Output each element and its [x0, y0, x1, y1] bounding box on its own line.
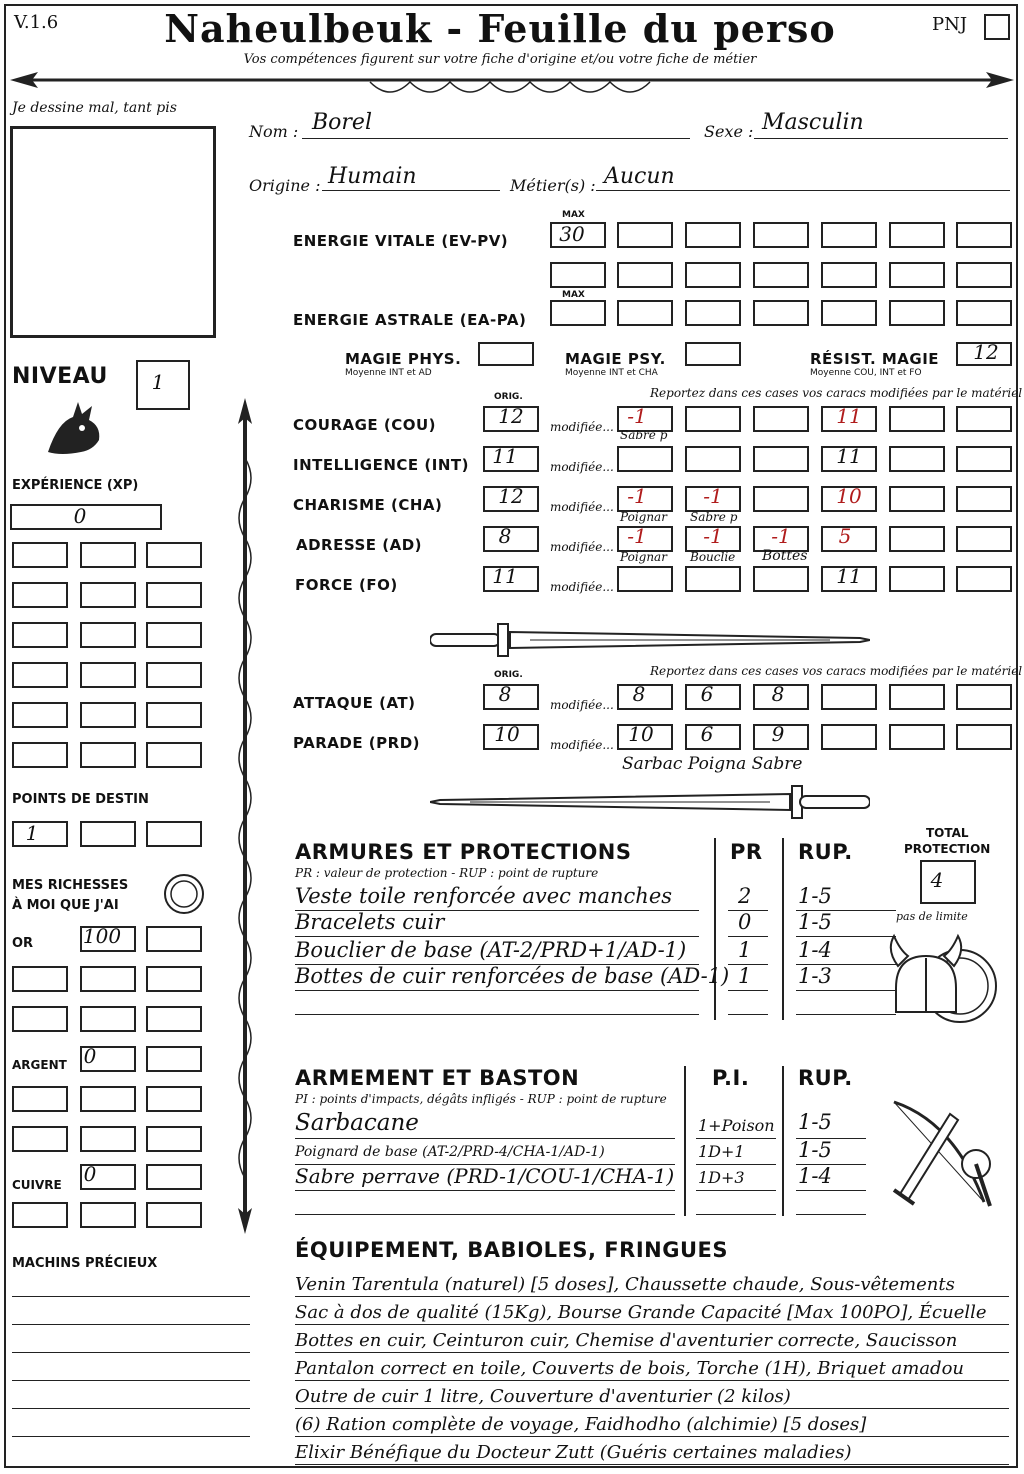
argent-box[interactable]: [146, 1126, 202, 1152]
arme-line: [295, 1190, 675, 1191]
argent-value: 0: [83, 1044, 97, 1068]
or-box[interactable]: [146, 1006, 202, 1032]
stat-mod-note: Poignar: [620, 550, 667, 564]
ev-box[interactable]: [956, 262, 1012, 288]
stat-modified-label: modifiée...: [550, 420, 614, 434]
richesses-label-2: À MOI QUE J'AI: [12, 898, 119, 913]
ev-box[interactable]: [685, 262, 741, 288]
stat-mod-box[interactable]: [889, 486, 945, 512]
prd-mod-box[interactable]: [821, 724, 877, 750]
at-orig-value: 8: [498, 682, 512, 706]
armures-note: PR : valeur de protection - RUP : point de rupture: [295, 866, 599, 880]
origine-label: Origine :: [249, 176, 321, 195]
equipement-rule: [295, 1380, 1009, 1381]
dragon-icon: [38, 392, 108, 462]
xp-extra-box[interactable]: [80, 582, 136, 608]
cuivre-box[interactable]: [12, 1202, 68, 1228]
xp-extra-box[interactable]: [146, 702, 202, 728]
armure-line: [728, 936, 768, 937]
armure-pr[interactable]: 2: [738, 884, 752, 908]
combat-report-note: Reportez dans ces cases vos caracs modifiées par le matériel: [650, 664, 1023, 678]
stat-mod-box[interactable]: [956, 406, 1012, 432]
stat-mod-box[interactable]: [685, 566, 741, 592]
stat-label: COURAGE (COU): [293, 416, 437, 434]
version-label: V.1.6: [14, 12, 59, 33]
at-mod-value: 6: [700, 682, 714, 706]
resist-magie-label: RÉSIST. MAGIE: [810, 350, 940, 368]
xp-extra-box[interactable]: [80, 662, 136, 688]
stat-mod-value: -1: [703, 524, 723, 548]
ev-max-label: MAX: [562, 210, 585, 220]
prd-mod-value: 10: [628, 722, 654, 746]
arme-line: [696, 1138, 776, 1139]
xp-extra-box[interactable]: [12, 662, 68, 688]
armure-pr[interactable]: 1: [738, 964, 752, 988]
report-note: Reportez dans ces cases vos caracs modifiées par le matériel: [650, 386, 1023, 400]
ev-box[interactable]: [753, 262, 809, 288]
total-protection-label: TOTAL: [926, 826, 969, 840]
stat-mod-box[interactable]: [889, 526, 945, 552]
pnj-label: PNJ: [932, 14, 968, 35]
magie-phys-box[interactable]: [478, 342, 534, 366]
armure-line: [295, 936, 699, 937]
ea-label: ENERGIE ASTRALE (EA-PA): [293, 311, 527, 329]
armement-column-divider: [684, 1066, 686, 1216]
armure-item[interactable]: Bouclier de base (AT-2/PRD+1/AD-1): [295, 938, 687, 962]
arme-line[interactable]: [796, 1214, 866, 1215]
arme-rup[interactable]: 1-4: [798, 1164, 832, 1188]
or-box[interactable]: [12, 966, 68, 992]
armure-rup[interactable]: 1-5: [798, 884, 832, 908]
ea-max-box[interactable]: [550, 300, 606, 326]
armure-pr[interactable]: 1: [738, 938, 752, 962]
armure-rup[interactable]: 1-4: [798, 938, 832, 962]
resist-magie-note: Moyenne COU, INT et FO: [810, 368, 922, 378]
stat-orig-value: 11: [492, 564, 518, 588]
stat-mod-box[interactable]: [753, 406, 809, 432]
arme-line[interactable]: [696, 1214, 776, 1215]
resist-magie-value: 12: [973, 340, 999, 364]
or-box[interactable]: [80, 1006, 136, 1032]
sword-icon: [430, 620, 870, 660]
niveau-label: NIVEAU: [12, 364, 108, 389]
pi-header: P.I.: [712, 1066, 750, 1090]
portrait-box[interactable]: [10, 126, 216, 338]
prd-label: PARADE (PRD): [293, 734, 421, 752]
precieux-line[interactable]: [12, 1436, 250, 1437]
armure-item[interactable]: Veste toile renforcée avec manches: [295, 884, 673, 908]
metier-field[interactable]: Aucun: [604, 164, 675, 189]
niveau-value: 1: [151, 370, 165, 394]
ev-box[interactable]: [617, 222, 673, 248]
argent-box[interactable]: [12, 1086, 68, 1112]
sexe-label: Sexe :: [704, 122, 754, 141]
stat-mod-value: -1: [627, 524, 647, 548]
stat-mod-value: -1: [627, 484, 647, 508]
equipement-line[interactable]: Outre de cuir 1 litre, Couverture d'aventurier (2 kilos): [295, 1386, 791, 1407]
precieux-line[interactable]: [12, 1296, 250, 1297]
prd-orig-value: 10: [494, 722, 520, 746]
equipement-line[interactable]: Elixir Bénéfique du Docteur Zutt (Guéris certaines maladies): [295, 1442, 852, 1463]
xp-extra-box[interactable]: [80, 542, 136, 568]
ea-box[interactable]: [821, 300, 877, 326]
stat-mod-value: -1: [703, 484, 723, 508]
armure-line[interactable]: [728, 1014, 768, 1015]
equipement-line[interactable]: Venin Tarentula (naturel) [5 doses], Chaussette chaude, Sous-vêtements: [295, 1274, 955, 1295]
destin-box[interactable]: [80, 821, 136, 847]
coin-icon: [162, 872, 206, 916]
ev-box[interactable]: [956, 222, 1012, 248]
armure-item[interactable]: Bottes de cuir renforcées de base (AD-1): [295, 964, 730, 988]
ev-box[interactable]: [617, 262, 673, 288]
ev-box[interactable]: [685, 222, 741, 248]
or-box[interactable]: [146, 926, 202, 952]
stat-mod-box[interactable]: [889, 406, 945, 432]
stat-orig-value: 12: [498, 404, 524, 428]
stat-orig-value: 11: [492, 444, 518, 468]
equipement-line[interactable]: Pantalon correct en toile, Couverts de bois, Torche (1H), Briquet amadou: [295, 1358, 965, 1379]
stat-mod-box[interactable]: [753, 446, 809, 472]
vertical-spear-icon: [230, 398, 260, 1234]
stat-mod-box[interactable]: [956, 446, 1012, 472]
metier-line: [596, 190, 1010, 191]
or-box[interactable]: [80, 966, 136, 992]
cuivre-label: CUIVRE: [12, 1178, 62, 1192]
argent-box[interactable]: [146, 1046, 202, 1072]
armure-rup[interactable]: 1-3: [798, 964, 832, 988]
stat-mod-note: Sabre p: [620, 428, 668, 442]
at-mod-box[interactable]: [821, 684, 877, 710]
at-mod-box[interactable]: [889, 684, 945, 710]
arme-rup[interactable]: 1-5: [798, 1138, 832, 1162]
at-label: ATTAQUE (AT): [293, 694, 416, 712]
arme-pi[interactable]: 1+Poison: [698, 1116, 775, 1135]
arme-line: [696, 1164, 776, 1165]
armure-item[interactable]: Bracelets cuir: [295, 910, 445, 934]
xp-extra-box[interactable]: [80, 622, 136, 648]
ev-label: ENERGIE VITALE (EV-PV): [293, 232, 509, 250]
equipement-rule: [295, 1464, 1009, 1465]
equipement-rule: [295, 1408, 1009, 1409]
equipement-line[interactable]: Bottes en cuir, Ceinturon cuir, Chemise d'aventurier correcte, Saucisson: [295, 1330, 958, 1351]
at-mod-value: 8: [771, 682, 785, 706]
stat-mod-box[interactable]: [889, 566, 945, 592]
xp-label: EXPÉRIENCE (XP): [12, 478, 139, 493]
argent-box[interactable]: [12, 1126, 68, 1152]
xp-extra-box[interactable]: [146, 622, 202, 648]
ev-box[interactable]: [821, 222, 877, 248]
stat-mod-box[interactable]: [956, 486, 1012, 512]
no-limit-note: pas de limite: [896, 910, 968, 923]
total-protection-value: 4: [930, 868, 944, 892]
equipement-rule: [295, 1324, 1009, 1325]
nom-field[interactable]: Borel: [312, 110, 372, 135]
stat-label: FORCE (FO): [295, 576, 398, 594]
xp-extra-box[interactable]: [12, 622, 68, 648]
at-modified-label: modifiée...: [550, 698, 614, 712]
precieux-line[interactable]: [12, 1380, 250, 1381]
precieux-line[interactable]: [12, 1324, 250, 1325]
armure-pr[interactable]: 0: [738, 910, 752, 934]
ea-box[interactable]: [753, 300, 809, 326]
stat-mod-value: 10: [836, 484, 862, 508]
stat-mod-box[interactable]: [956, 566, 1012, 592]
xp-extra-box[interactable]: [146, 542, 202, 568]
ea-box[interactable]: [889, 300, 945, 326]
xp-extra-box[interactable]: [12, 542, 68, 568]
equipement-rule: [295, 1436, 1009, 1437]
page-subtitle: Vos compétences figurent sur votre fiche d'origine et/ou votre fiche de métier: [243, 52, 757, 67]
arme-item[interactable]: Sabre perrave (PRD-1/COU-1/CHA-1): [295, 1164, 675, 1188]
arme-line[interactable]: [295, 1214, 675, 1215]
magie-psy-label: MAGIE PSY.: [565, 350, 666, 368]
ev-box[interactable]: [889, 222, 945, 248]
armement-note: PI : points d'impacts, dégâts infligés - RUP : point de rupture: [295, 1092, 667, 1106]
portrait-caption: Je dessine mal, tant pis: [12, 100, 177, 116]
ev-box[interactable]: [550, 262, 606, 288]
crossed-weapons-icon: [880, 1094, 1000, 1214]
page-title: Naheulbeuk - Feuille du perso: [164, 6, 836, 51]
stat-orig-value: 12: [498, 484, 524, 508]
armure-rup[interactable]: 1-5: [798, 910, 832, 934]
arme-pi[interactable]: 1D+3: [698, 1168, 745, 1187]
stat-modified-label: modifiée...: [550, 500, 614, 514]
stat-mod-note: Bottes: [762, 548, 808, 564]
ea-max-label: MAX: [562, 290, 585, 300]
armures-title: ARMURES ET PROTECTIONS: [295, 840, 632, 864]
prd-modified-label: modifiée...: [550, 738, 614, 752]
magie-phys-note: Moyenne INT et AD: [345, 368, 432, 378]
precieux-line[interactable]: [12, 1408, 250, 1409]
armures-column-divider: [714, 838, 716, 1020]
armure-line[interactable]: [796, 1014, 896, 1015]
metier-label: Métier(s) :: [510, 176, 596, 195]
stat-mod-box[interactable]: [617, 446, 673, 472]
combat-orig-label: ORIG.: [494, 670, 523, 680]
xp-extra-box[interactable]: [146, 662, 202, 688]
arme-rup[interactable]: 1-5: [798, 1110, 832, 1134]
ev-box[interactable]: [753, 222, 809, 248]
origine-line: [322, 190, 500, 191]
ea-box[interactable]: [685, 300, 741, 326]
stat-mod-value: 11: [836, 404, 862, 428]
ev-box[interactable]: [821, 262, 877, 288]
prd-mod-box[interactable]: [956, 724, 1012, 750]
stat-mod-box[interactable]: [685, 446, 741, 472]
stat-mod-box[interactable]: [889, 446, 945, 472]
stat-label: CHARISME (CHA): [293, 496, 443, 514]
stat-mod-note: Poignar: [620, 510, 667, 524]
stat-mod-value: 11: [836, 564, 862, 588]
magie-psy-note: Moyenne INT et CHA: [565, 368, 658, 378]
xp-extra-box[interactable]: [12, 742, 68, 768]
stat-orig-value: 8: [498, 524, 512, 548]
stat-mod-box[interactable]: [753, 486, 809, 512]
richesses-label: MES RICHESSES: [12, 878, 129, 893]
xp-extra-box[interactable]: [12, 702, 68, 728]
origine-field[interactable]: Humain: [328, 164, 417, 189]
weapon-notes: Sarbac Poigna Sabre: [622, 754, 803, 774]
arme-item[interactable]: Sarbacane: [295, 1110, 419, 1136]
sexe-field[interactable]: Masculin: [762, 110, 864, 135]
armure-line: [796, 990, 896, 991]
or-label: OR: [12, 936, 34, 951]
or-value: 100: [82, 924, 122, 948]
orig-label: ORIG.: [494, 392, 523, 402]
at-mod-value: 8: [632, 682, 646, 706]
xp-extra-box[interactable]: [80, 702, 136, 728]
ev-max-value: 30: [559, 222, 585, 246]
equipement-line[interactable]: Sac à dos de qualité (15Kg), Bourse Grande Capacité [Max 100PO], Écuelle: [295, 1302, 987, 1323]
stat-mod-value: 5: [838, 524, 852, 548]
armement-title: ARMEMENT ET BASTON: [295, 1066, 580, 1090]
precieux-label: MACHINS PRÉCIEUX: [12, 1256, 158, 1271]
stat-modified-label: modifiée...: [550, 460, 614, 474]
total-protection-label-2: PROTECTION: [904, 842, 991, 856]
stat-mod-box[interactable]: [956, 526, 1012, 552]
ev-box[interactable]: [889, 262, 945, 288]
pr-header: PR: [730, 840, 763, 864]
xp-extra-box[interactable]: [146, 742, 202, 768]
at-mod-box[interactable]: [956, 684, 1012, 710]
argent-label: ARGENT: [12, 1058, 67, 1072]
nom-label: Nom :: [249, 122, 299, 141]
stat-mod-box[interactable]: [685, 406, 741, 432]
or-box[interactable]: [146, 966, 202, 992]
stat-mod-box[interactable]: [617, 566, 673, 592]
stat-label: ADRESSE (AD): [296, 536, 423, 554]
prd-mod-value: 9: [771, 722, 785, 746]
argent-box[interactable]: [80, 1086, 136, 1112]
stat-mod-value: -1: [771, 524, 791, 548]
equipement-line[interactable]: (6) Ration complète de voyage, Faidhodho (alchimie) [5 doses]: [295, 1414, 867, 1435]
armures-column-divider: [782, 838, 784, 1020]
magie-phys-label: MAGIE PHYS.: [345, 350, 462, 368]
xp-extra-box[interactable]: [146, 582, 202, 608]
prd-mod-box[interactable]: [889, 724, 945, 750]
armement-column-divider: [782, 1066, 784, 1216]
nom-line: [302, 138, 690, 139]
sword-icon: [430, 782, 870, 822]
magie-psy-box[interactable]: [685, 342, 741, 366]
equipement-rule: [295, 1296, 1009, 1297]
ea-box[interactable]: [956, 300, 1012, 326]
armure-line: [796, 936, 896, 937]
stat-mod-note: Bouclie: [690, 550, 736, 564]
stat-mod-note: Sabre p: [690, 510, 738, 524]
destin-value: 1: [25, 821, 39, 845]
cuivre-box[interactable]: [80, 1202, 136, 1228]
xp-extra-box[interactable]: [12, 582, 68, 608]
argent-box[interactable]: [146, 1086, 202, 1112]
pnj-checkbox[interactable]: [984, 14, 1010, 40]
prd-mod-value: 6: [700, 722, 714, 746]
cuivre-box[interactable]: [146, 1202, 202, 1228]
precieux-line[interactable]: [12, 1352, 250, 1353]
destin-box[interactable]: [146, 821, 202, 847]
cuivre-value: 0: [83, 1162, 97, 1186]
stat-mod-value: 11: [836, 444, 862, 468]
sexe-line: [754, 138, 1008, 139]
stat-label: INTELLIGENCE (INT): [293, 456, 469, 474]
arme-line: [796, 1190, 866, 1191]
equipement-title: ÉQUIPEMENT, BABIOLES, FRINGUES: [295, 1238, 728, 1262]
armures-rup-header: RUP.: [798, 840, 853, 864]
armure-line: [295, 990, 699, 991]
stat-modified-label: modifiée...: [550, 580, 614, 594]
armure-line: [728, 990, 768, 991]
arme-item[interactable]: Poignard de base (AT-2/PRD-4/CHA-1/AD-1): [295, 1144, 605, 1160]
argent-box[interactable]: [80, 1126, 136, 1152]
arme-line: [696, 1190, 776, 1191]
destin-label: POINTS DE DESTIN: [12, 792, 149, 807]
cuivre-box[interactable]: [146, 1164, 202, 1190]
xp-extra-box[interactable]: [80, 742, 136, 768]
arme-pi[interactable]: 1D+1: [698, 1142, 745, 1161]
equipement-rule: [295, 1352, 1009, 1353]
or-box[interactable]: [12, 1006, 68, 1032]
xp-value: 0: [73, 504, 87, 528]
stat-mod-value: -1: [627, 404, 647, 428]
stat-modified-label: modifiée...: [550, 540, 614, 554]
armure-line[interactable]: [295, 1014, 699, 1015]
ea-box[interactable]: [617, 300, 673, 326]
helmet-shield-icon: [884, 928, 1002, 1034]
stat-mod-box[interactable]: [753, 566, 809, 592]
arme-line: [295, 1138, 675, 1139]
armement-rup-header: RUP.: [798, 1066, 853, 1090]
